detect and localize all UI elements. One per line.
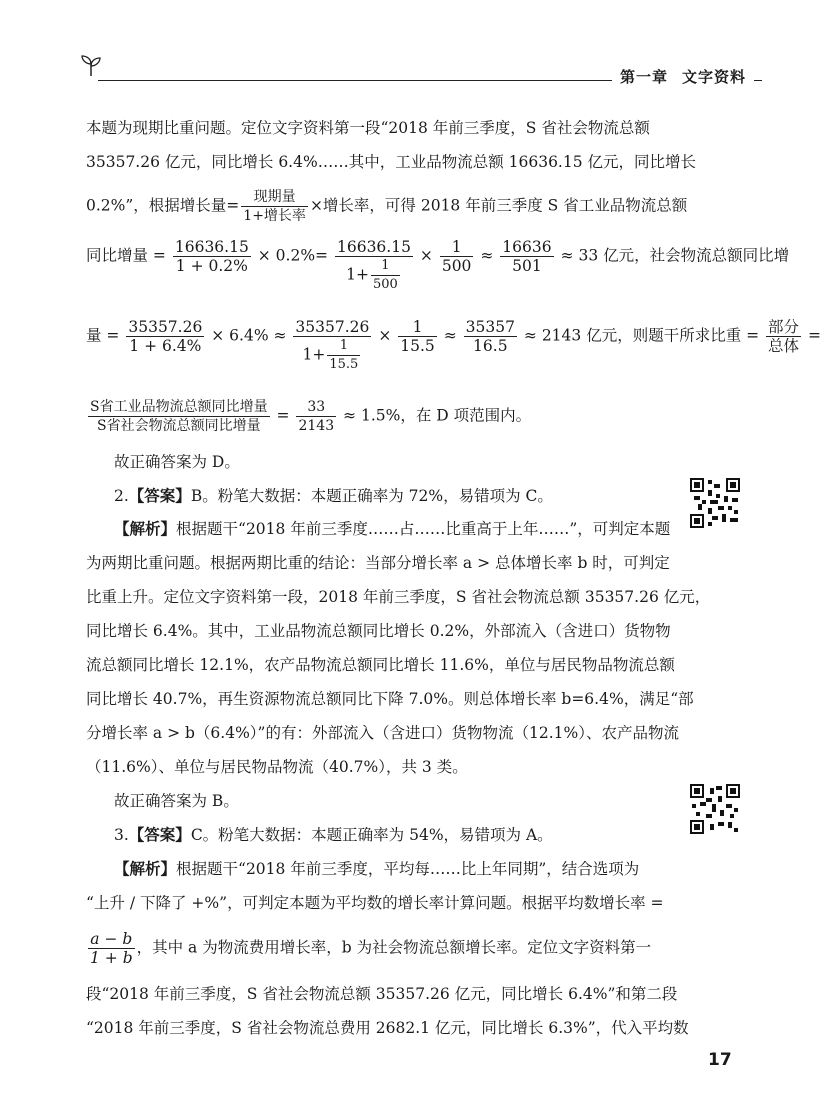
fraction: $\frac{16636}{501}$ [502,238,552,275]
text-line: 35357.26 亿元，同比增长 6.4%……其中，工业品物流总额 16636.15 亿元，同比增长 [86,153,697,171]
chapter-title: 文字资料 [682,68,747,86]
formula-line: 同比增量 = $\frac{16636.15}{1 + 0.2\%}$ × 0.2%= 16636.15 1+ $\frac{1}{500}$ × $\frac{1}{500}$ ≈ $\frac{16636}{501}$ ≈ 33 亿元，社会物流总额同比增 [86,238,790,292]
analysis-line: 【解析】根据题干“2018 年前三季度……占……比重高于上年……”，可判定本题 [114,519,671,538]
page-number: 17 [708,1050,732,1070]
answer-line: 3.【答案】C。粉笔大数据：本题正确率为 54%，易错项为 A。 [114,825,553,844]
fraction: 16636.15 1+ $\frac{1}{500}$ [336,238,411,292]
fraction: $\frac{\text{现期量}}{\text{1+增长率}}$ [243,189,306,224]
text-line: 故正确答案为 D。 [114,453,240,471]
fraction: $\frac{a - b}{1 + b}$ [90,930,133,967]
chapter-header [612,66,754,87]
formula-line: $\frac{\text{S省工业品物流总额同比增量}}{\text{S省社会物流总额同比增量}}$ = $\frac{33}{2143}$ ≈ 1.5%，在 D 项范围内。 [90,399,532,434]
text-line: 比重上升。定位文字资料第一段，2018 年前三季度，S 省社会物流总额 35357.26 亿元， [86,588,711,606]
text-line: 本题为现期比重问题。定位文字资料第一段“2018 年前三季度，S 省社会物流总额 [86,119,650,137]
text-line: 段“2018 年前三季度，S 省社会物流总额 35357.26 亿元，同比增长 6.4%”和第二段 [86,985,678,1003]
text-line: 故正确答案为 B。 [114,792,239,810]
text-line: 为两期比重问题。根据两期比重的结论：当部分增长率 a > 总体增长率 b 时，可判定 [86,554,670,572]
text-line: 流总额同比增长 12.1%，农产品物流总额同比增长 11.6%，单位与居民物品物流总额 [86,656,675,674]
text-line: 同比增长 40.7%，再生资源物流总额同比下降 7.0%。则总体增长率 b=6.4%，满足“部 [86,690,694,708]
fraction: $\frac{\text{S省工业品物流总额同比增量}}{\text{S省社会物流总额同比增量}}$ [90,399,268,434]
qr-code-icon[interactable] [690,784,740,834]
analysis-line: 【解析】根据题干“2018 年前三季度，平均每……比上年同期”，结合选项为 [114,859,640,878]
fraction: $\frac{16636.15}{1 + 0.2\%}$ [174,238,249,275]
formula-line: 量 = $\frac{35357.26}{1 + 6.4\%}$ × 6.4% ≈ 35357.26 1+ $\frac{1}{15.5}$ × $\frac{1}{15.5}$ ≈ $\frac{35357}{16.5}$ ≈ 2143 亿元，则题干所求比重 = $\frac{\text{部分}}{\text{总体}}$ = [86,318,821,372]
sprout-icon [78,52,104,78]
formula-line: $\frac{a - b}{1 + b}$ ，其中 a 为物流费用增长率，b 为社会物流总额增长率。定位文字资料第一 [90,930,652,967]
answer-line: 2.【答案】B。粉笔大数据：本题正确率为 72%，易错项为 C。 [114,486,553,505]
fraction: 35357.26 1+ $\frac{1}{15.5}$ [295,318,370,372]
qr-code-icon[interactable] [690,478,740,528]
fraction: $\frac{35357}{16.5}$ [465,318,515,355]
text-line: 同比增长 6.4%。其中，工业品物流总额同比增长 0.2%，外部流入（含进口）货物物 [86,622,671,640]
fraction: $\frac{1}{500}$ [441,238,472,275]
text-line: 0.2%”，根据增长量= $\frac{\text{现期量}}{\text{1+增长率}}$ ×增长率，可得 2018 年前三季度 S 省工业品物流总额 [86,189,688,224]
text-line: “2018 年前三季度，S 省社会物流总费用 2682.1 亿元，同比增长 6.3%”，代入平均数 [86,1019,689,1037]
fraction: $\frac{35357.26}{1 + 6.4\%}$ [128,318,203,355]
text-line: “上升 / 下降了 +%”，可判定本题为平均数的增长率计算问题。根据平均数增长率 = [86,894,664,912]
fraction: $\frac{33}{2143}$ [298,399,335,434]
text-line: 分增长率 a > b（6.4%）”的有：外部流入（含进口）货物物流（12.1%）、农产品物流 [86,724,679,742]
fraction: $\frac{\text{部分}}{\text{总体}}$ [768,318,800,355]
text-line: （11.6%）、单位与居民物品物流（40.7%），共 3 类。 [86,758,468,776]
fraction: $\frac{1}{15.5}$ [400,318,435,355]
chapter-label: 第一章 [620,68,669,86]
